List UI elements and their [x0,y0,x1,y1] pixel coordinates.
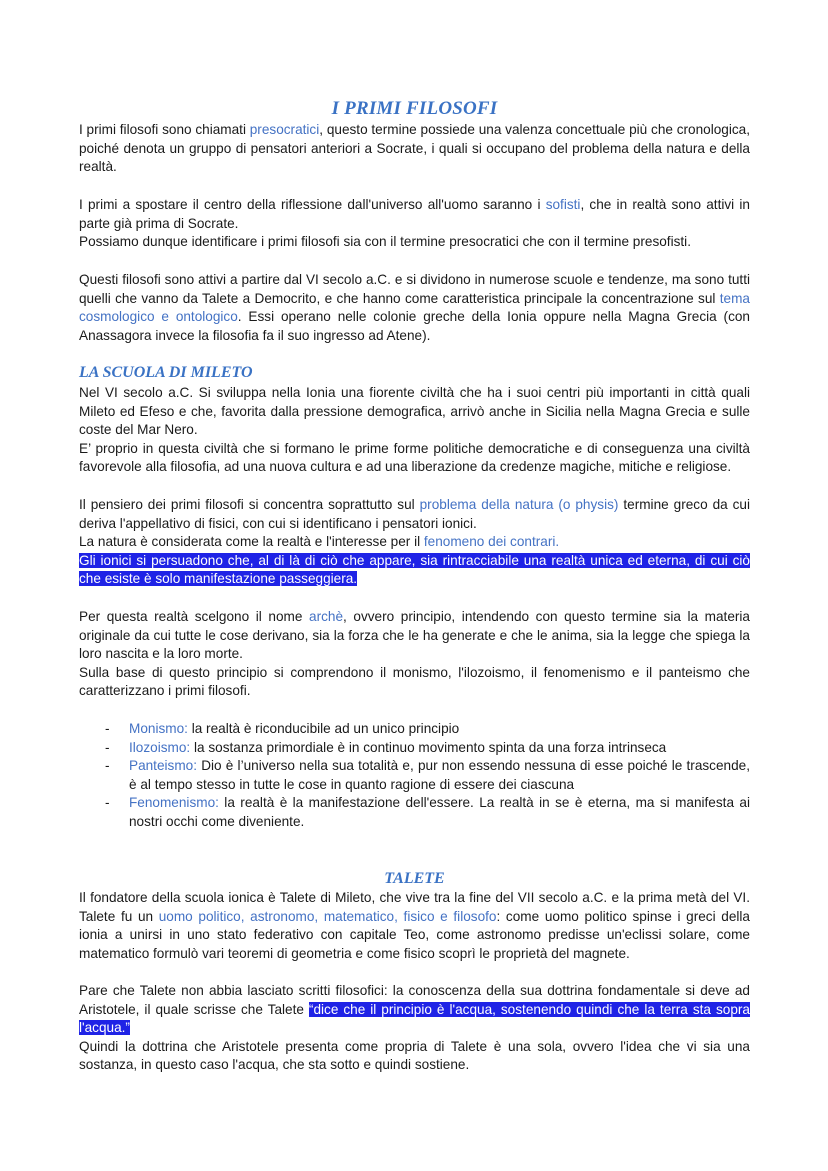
term-definition: la sostanza primordiale è in continuo movimento spinta da una forza intrinseca [190,739,667,755]
text: Per questa realtà scelgono il nome [79,609,310,624]
term-fenomenismo: Fenomenismo: [129,795,219,810]
text: I primi a spostare il centro della riflessione dall'universo all'uomo saranno i [79,197,546,212]
section-heading-mileto: LA SCUOLA DI MILETO [79,364,253,381]
terms-list [79,720,750,831]
bullet-dash: - [105,758,110,773]
list-item [79,720,750,739]
intro-paragraph-1 [79,121,750,177]
term-definition: la realtà è la manifestazione dell'essere. La realtà in se è eterna, ma si manifesta ai nostri occhi come diveniente. [129,795,750,829]
term-contrari: fenomeno dei contrari. [423,534,560,549]
text: Questi filosofi sono attivi a partire dal VI secolo a.C. e si dividono in numerose scuole e tendenze, ma sono tutti quelli che vanno da Talete a Democrito, e che hanno come caratteristica principale la concentrazione sul [79,272,750,306]
bullet-dash: - [105,739,110,755]
bullet-dash: - [105,795,110,810]
intro-paragraph-3: Possiamo dunque identificare i primi filosofi sia con il termine presocratici che con il termine presofisti. [79,234,691,249]
term-presocratici: presocratici [249,122,320,137]
term-sofisti: sofisti [545,197,581,212]
intro-paragraph-4 [79,271,750,345]
text: : come uomo politico spinse i greci della ionia a unirsi in uno stato federativo con capitale Teo, come astronomo predisse un'eclissi solare, come matematico formulò vari teoremi di geometria e come fisico scoprì le proprietà del magnete. [79,908,750,961]
list-item [79,757,750,794]
text: I primi filosofi sono chiamati [79,122,250,137]
mileto-paragraph-7: Sulla base di questo principio si comprendono il monismo, l'ilozoismo, il fenomenismo e il panteismo che caratterizzano i primi filosofi. [79,664,750,698]
term-definition: Dio è l’universo nella sua totalità e, pur non essendo nessuna di esse poiché le trascende, è al tempo stesso in tutte le cose in quanto ragione di essere dei ciascuna [129,758,750,792]
text: Il pensiero dei primi filosofi si concentra soprattutto sul [79,497,420,512]
text: La natura è considerata come la realtà e l'interesse per il [79,534,424,549]
talete-paragraph-1 [79,889,750,963]
text: Nel VI secolo a.C. Si sviluppa nella Ionia una fiorente civiltà che ha i suoi centri più importanti in città quali Mileto ed Efeso e che, favorita dalla pressione demografica, arrivò anche in Sicilia nella Magna Grecia e sulle coste del Mar Nero. [79,385,750,437]
term-arche: archè [309,609,344,624]
text: Il fondatore della scuola ionica è Talete di Mileto, che vive tra la fine del VII secolo a.C. e la prima metà del VI. Talete fu un [79,890,750,924]
term-cosmologico: tema cosmologico e ontologico [79,290,750,324]
term-uomo-politico: uomo politico, astronomo, matematico, fisico e filosofo [158,908,497,924]
term-definition: la realtà è riconducibile ad un unico principio [187,721,460,736]
text: . Essi operano nelle colonie greche della Ionia oppure nella Magna Grecia (con Anassagora invece la filosofia fa il suo ingresso ad Atene). [79,309,750,343]
list-item [79,739,750,758]
text: , ovvero principio, intendendo con questo termine sia la materia originale da cui tutte le cose derivano, sia la forza che le ha generate e che le anima, sia la legge che spiega la loro nascita e la loro morte. [79,609,750,661]
bullet-dash: - [105,721,110,736]
term-monismo: Monismo: [129,721,188,736]
highlighted-quote-aristotele: “dice che il principio è l'acqua, sostenendo quindi che la terra sta sopra l'acqua.” [79,1001,750,1035]
text: , che in realtà sono attivi in parte già prima di Socrate. [79,197,750,231]
term-physis: problema della natura (o physis) [419,497,619,512]
talete-paragraph-2 [79,982,750,1075]
mileto-paragraph-2: E’ proprio in questa civiltà che si formano le prime forme politiche democratiche e di conseguenza una civiltà favorevole alla filosofia, ad una nuova cultura e ad una liberazione da credenze magiche, mitiche e religiose. [79,440,750,474]
term-panteismo: Panteismo: [129,758,198,773]
highlighted-passage-ionici: Gli ionici si persuadono che, al di là di ciò che appare, sia rintracciabile una realtà unica ed eterna, di cui ciò che esiste è solo manifestazione passeggiera. [79,552,750,586]
talete-paragraph-3: Quindi la dottrina che Aristotele presenta come propria di Talete è una sola, ovvero l'idea che vi sia una sostanza, in questo caso l'acqua, che sta sotto e quindi sostiene. [79,1038,750,1072]
section-heading-talete: TALETE [384,870,445,887]
intro-paragraph-2 [79,196,750,252]
mileto-paragraph-6 [79,608,750,701]
list-item [79,794,750,831]
mileto-paragraph-3 [79,496,750,589]
page-title: I PRIMI FILOSOFI [331,98,498,119]
text: Pare che Talete non abbia lasciato scritti filosofici: la conoscenza della sua dottrina fondamentale si deve ad Aristotele, il quale scrisse che Talete [79,983,750,1017]
text: , questo termine possiede una valenza concettuale più che cronologica, poiché denota un gruppo di pensatori anteriori a Socrate, i quali si occupano del problema della natura e della realtà. [79,122,751,174]
text: termine greco da cui deriva l'appellativo di fisici, con cui si identificano i pensatori ionici. [79,497,751,531]
mileto-paragraph-1 [79,384,750,477]
term-ilozoismo: Ilozoismo: [129,739,191,755]
